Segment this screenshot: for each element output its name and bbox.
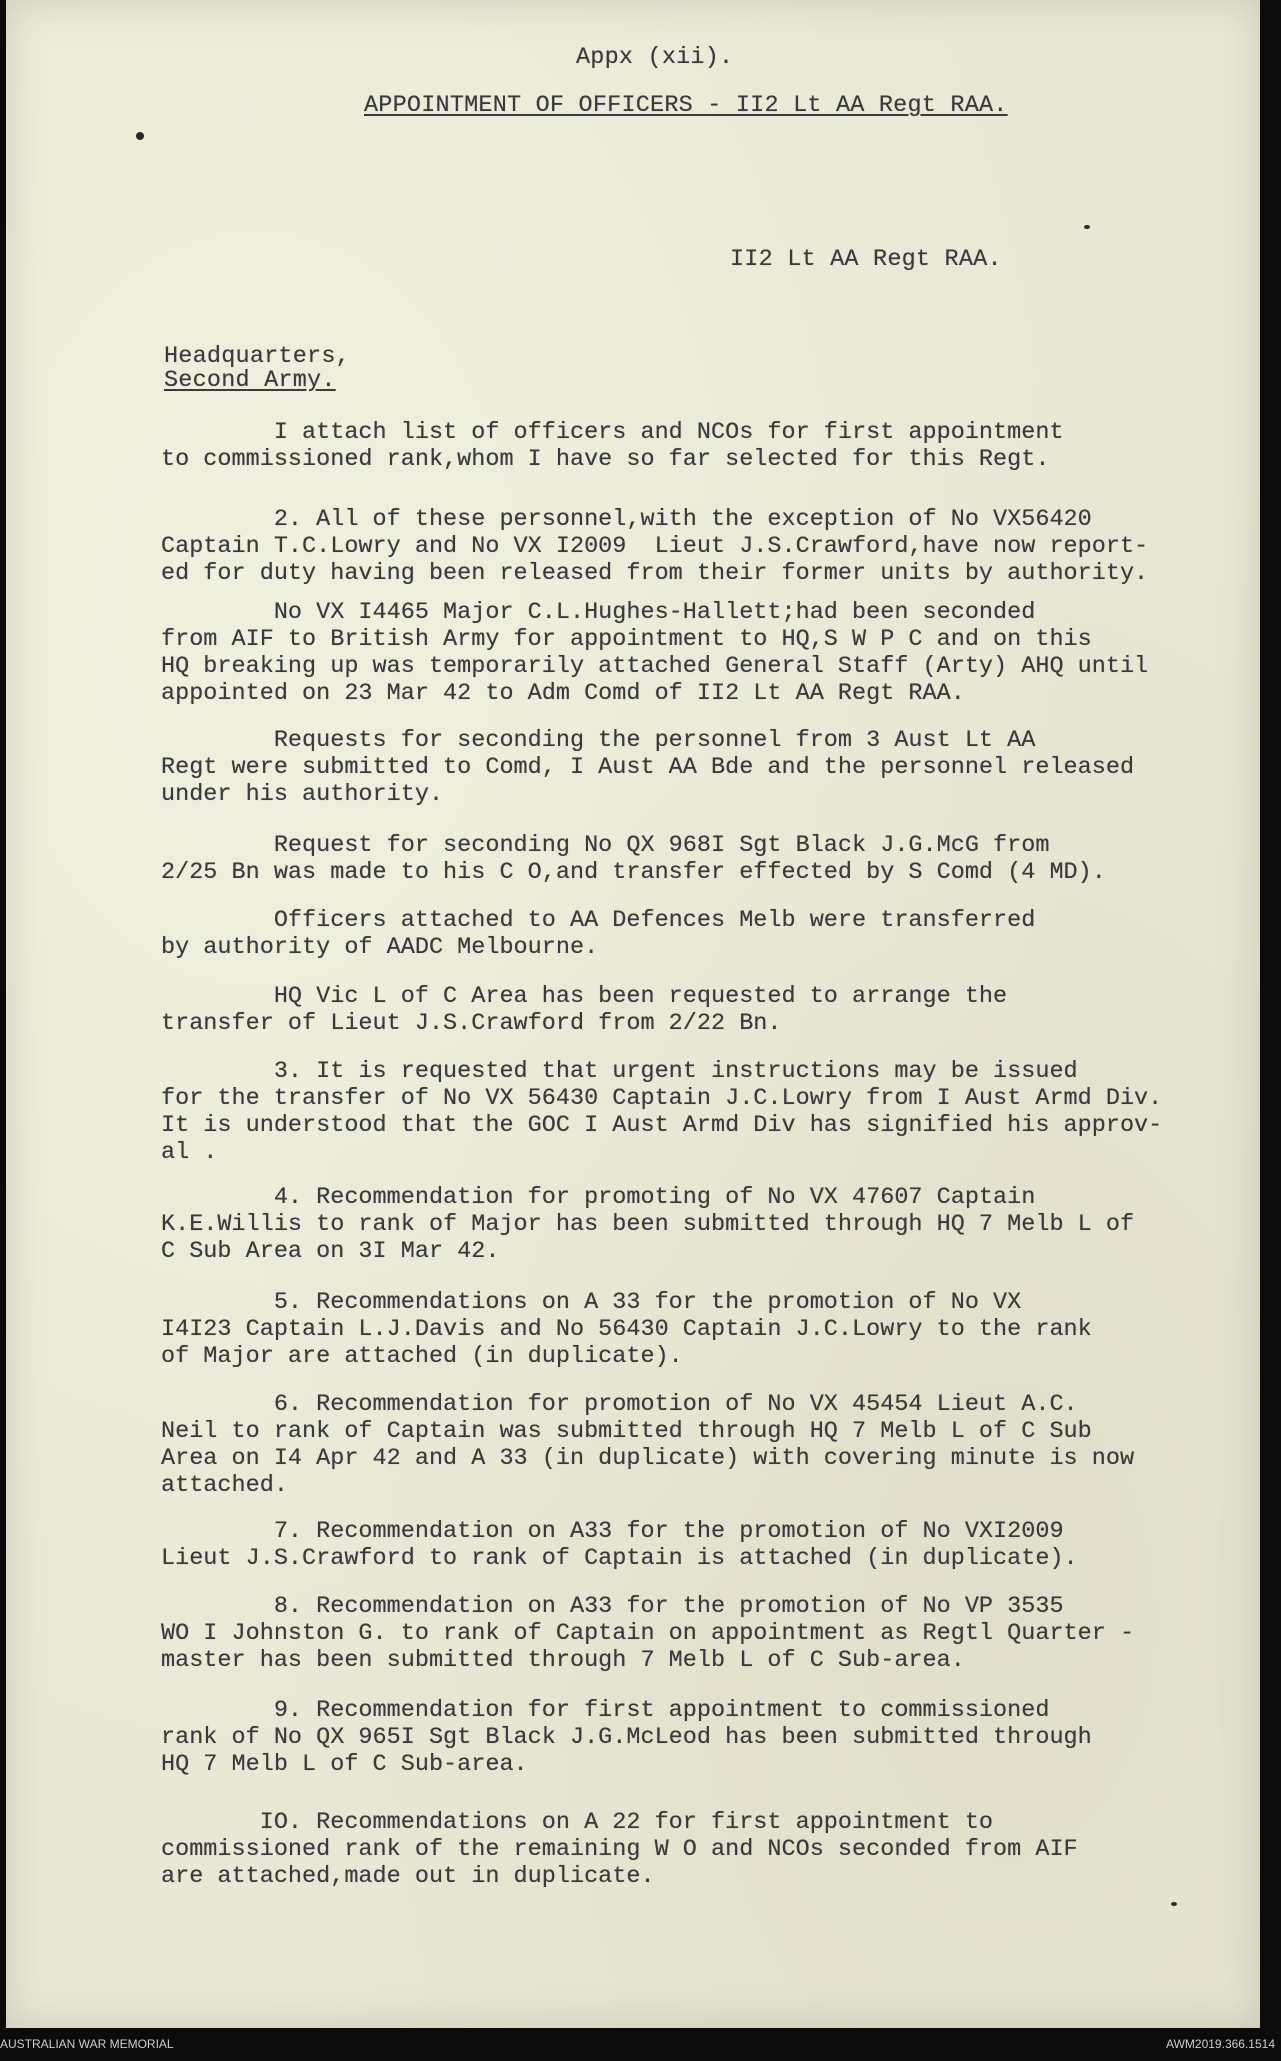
text-line: 9. Recommendation for first appointment to commissioned <box>161 1697 1050 1724</box>
paragraph-13 <box>161 1593 1251 1674</box>
text-line: 7. Recommendation on A33 for the promotion of No VXI2009 <box>161 1518 1064 1545</box>
text-line: 5. Recommendations on A 33 for the promotion of No VX <box>161 1289 1022 1316</box>
text-line: HQ 7 Melb L of C Sub-area. <box>161 1751 528 1778</box>
text-line: Captain T.C.Lowry and No VX I2009 Lieut J.S.Crawford,have now report- <box>161 533 1149 560</box>
text-line: to commissioned rank,whom I have so far selected for this Regt. <box>161 446 1050 473</box>
paragraph-2 <box>161 506 1251 587</box>
text-line: Requests for seconding the personnel from 3 Aust Lt AA <box>161 727 1036 754</box>
paragraph-3 <box>161 599 1251 707</box>
punch-mark <box>1171 1902 1177 1906</box>
text-line: Area on I4 Apr 42 and A 33 (in duplicate) with covering minute is now <box>161 1445 1135 1472</box>
text-line: appointed on 23 Mar 42 to Adm Comd of II2 Lt AA Regt RAA. <box>161 680 965 707</box>
text-line: HQ Vic L of C Area has been requested to arrange the <box>161 983 1008 1010</box>
text-line: 6. Recommendation for promotion of No VX 45454 Lieut A.C. <box>161 1391 1078 1418</box>
punch-mark <box>136 132 144 140</box>
paragraph-15 <box>161 1809 1251 1890</box>
paragraph-4 <box>161 727 1251 808</box>
paragraph-8 <box>161 1058 1251 1166</box>
paragraph-10 <box>161 1289 1251 1370</box>
text-line: transfer of Lieut J.S.Crawford from 2/22 Bn. <box>161 1010 782 1037</box>
appendix-label: Appx (xii). <box>576 44 734 71</box>
punch-mark <box>1084 225 1090 229</box>
text-line: 2/25 Bn was made to his C O,and transfer effected by S Comd (4 MD). <box>161 859 1106 886</box>
footer-accession-number: AWM2019.366.1514 <box>1166 2037 1275 2051</box>
text-line: of Major are attached (in duplicate). <box>161 1343 683 1370</box>
text-line: under his authority. <box>161 781 444 808</box>
text-line: Regt were submitted to Comd, I Aust AA Bde and the personnel released <box>161 754 1135 781</box>
text-line: 8. Recommendation on A33 for the promotion of No VP 3535 <box>161 1593 1064 1620</box>
text-line: Neil to rank of Captain was submitted through HQ 7 Melb L of C Sub <box>161 1418 1092 1445</box>
paragraph-14 <box>161 1697 1251 1778</box>
text-line: Lieut J.S.Crawford to rank of Captain is attached (in duplicate). <box>161 1545 1078 1572</box>
text-line: K.E.Willis to rank of Major has been submitted through HQ 7 Melb L of <box>161 1211 1135 1238</box>
text-line: 3. It is requested that urgent instructions may be issued <box>161 1058 1078 1085</box>
text-line: are attached,made out in duplicate. <box>161 1863 655 1890</box>
text-line: Request for seconding No QX 968I Sgt Black J.G.McG from <box>161 832 1050 859</box>
text-line: ed for duty having been released from their former units by authority. <box>161 560 1149 587</box>
addressee-line-1: Headquarters, <box>164 343 350 370</box>
text-line: It is understood that the GOC I Aust Armd Div has signified his approv- <box>161 1112 1163 1139</box>
footer-credit: AUSTRALIAN WAR MEMORIAL <box>0 2037 174 2051</box>
text-line: I attach list of officers and NCOs for first appointment <box>161 419 1064 446</box>
addressee-line-2: Second Army. <box>164 367 336 394</box>
text-line: al . <box>161 1139 218 1166</box>
text-line: WO I Johnston G. to rank of Captain on appointment as Regtl Quarter - <box>161 1620 1135 1647</box>
text-line: Officers attached to AA Defences Melb were transferred <box>161 907 1036 934</box>
paragraph-9 <box>161 1184 1251 1265</box>
text-line: I4I23 Captain L.J.Davis and No 56430 Captain J.C.Lowry to the rank <box>161 1316 1092 1343</box>
paragraph-7 <box>161 983 1251 1037</box>
text-line: 2. All of these personnel,with the exception of No VX56420 <box>161 506 1092 533</box>
text-line: 4. Recommendation for promoting of No VX 47607 Captain <box>161 1184 1036 1211</box>
document-page <box>6 0 1260 2028</box>
text-line: rank of No QX 965I Sgt Black J.G.McLeod has been submitted through <box>161 1724 1092 1751</box>
text-line: for the transfer of No VX 56430 Captain J.C.Lowry from I Aust Armd Div. <box>161 1085 1163 1112</box>
paragraph-5 <box>161 832 1251 886</box>
text-line: by authority of AADC Melbourne. <box>161 934 599 961</box>
paragraph-11 <box>161 1391 1251 1499</box>
text-line: commissioned rank of the remaining W O and NCOs seconded from AIF <box>161 1836 1078 1863</box>
paragraph-1 <box>161 419 1251 473</box>
text-line: C Sub Area on 3I Mar 42. <box>161 1238 500 1265</box>
unit-heading: II2 Lt AA Regt RAA. <box>730 246 1002 273</box>
text-line: from AIF to British Army for appointment to HQ,S W P C and on this <box>161 626 1092 653</box>
document-title: APPOINTMENT OF OFFICERS - II2 Lt AA Regt RAA. <box>364 92 1008 119</box>
paragraph-6 <box>161 907 1251 961</box>
text-line: HQ breaking up was temporarily attached General Staff (Arty) AHQ until <box>161 653 1149 680</box>
text-line: master has been submitted through 7 Melb L of C Sub-area. <box>161 1647 965 1674</box>
text-line: attached. <box>161 1472 288 1499</box>
text-line: No VX I4465 Major C.L.Hughes-Hallett;had been seconded <box>161 599 1036 626</box>
text-line: IO. Recommendations on A 22 for first appointment to <box>161 1809 994 1836</box>
paragraph-12 <box>161 1518 1251 1572</box>
